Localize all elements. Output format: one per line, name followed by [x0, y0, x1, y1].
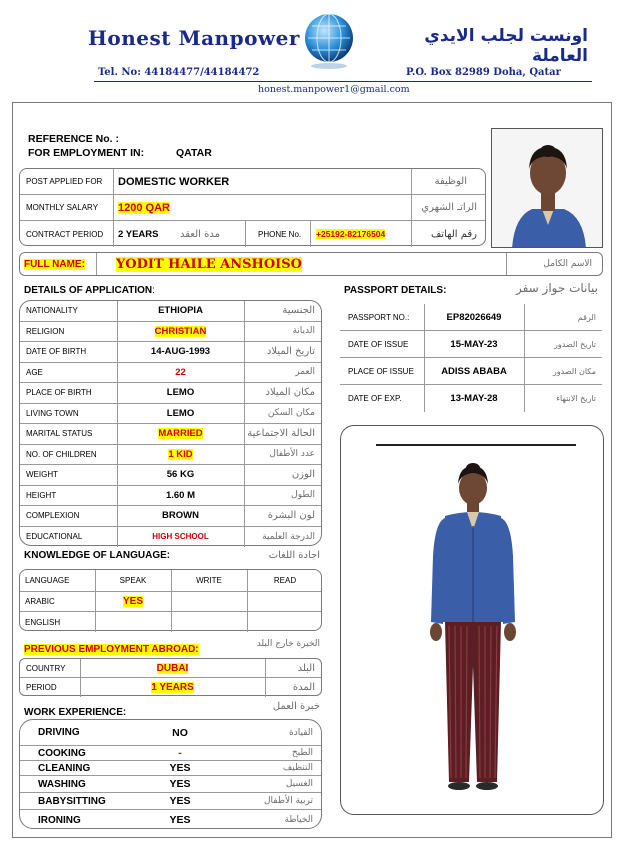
language-header-cell	[171, 570, 247, 591]
application-row-value: 22	[175, 366, 186, 378]
application-row-value-cell	[117, 404, 244, 424]
cell-divider	[244, 363, 245, 383]
cell-divider	[244, 465, 245, 485]
language-header-text: WRITE	[196, 576, 222, 585]
application-row-label: NATIONALITY	[26, 306, 78, 316]
application-row-ar: لون البشرة	[267, 510, 315, 522]
work-row-value: YES	[169, 795, 191, 807]
phone-label: PHONE No.	[258, 229, 302, 239]
cell-divider	[244, 322, 245, 342]
cell-divider	[244, 506, 245, 526]
applicant-portrait-photo	[491, 128, 603, 248]
work-row	[20, 720, 321, 746]
passport-title-ar: بيانات جواز سفر	[515, 281, 598, 295]
cell-divider	[244, 342, 245, 362]
cell-divider	[244, 486, 245, 506]
application-row	[20, 342, 321, 363]
application-row-ar: العمر	[295, 367, 315, 378]
language-cell	[20, 612, 95, 632]
application-row-label: MARITAL STATUS	[26, 429, 93, 439]
language-cell	[20, 592, 95, 611]
previous-employment-title-ar: الخبرة خارج البلد	[256, 639, 320, 649]
application-details-table	[19, 300, 322, 546]
contract-period-ar: مدة العقد	[180, 228, 220, 240]
application-row-ar: الحالة الاجتماعية	[247, 428, 315, 440]
details-title-colon: :	[152, 285, 155, 296]
cell-divider	[244, 383, 245, 403]
applicant-full-body-photo-frame	[340, 425, 604, 815]
work-row	[20, 776, 321, 793]
application-row-label: LIVING TOWN	[26, 408, 79, 418]
reference-label: REFERENCE No. :	[28, 133, 120, 145]
passport-row	[340, 358, 602, 385]
application-row-value-cell	[117, 383, 244, 403]
application-row-value-cell	[117, 363, 244, 383]
application-row	[20, 527, 321, 548]
post-applied-ar: الوظيفة	[434, 176, 467, 187]
work-row-value: YES	[169, 778, 191, 790]
application-row-value: ETHIOPIA	[158, 305, 203, 317]
application-row-value: LEMO	[166, 407, 195, 419]
language-title-ar: اجادة اللغات	[268, 550, 320, 561]
application-row	[20, 465, 321, 486]
work-row-label: CLEANING	[38, 762, 91, 774]
application-row	[20, 486, 321, 507]
passport-title: PASSPORT DETAILS:	[344, 285, 447, 296]
language-header-text: SPEAK	[119, 576, 147, 585]
application-row-ar: الدرجة العلمية	[262, 531, 315, 542]
company-name-en: Honest Manpower	[88, 26, 300, 50]
work-row-ar: الخياطة	[284, 815, 313, 825]
language-header-text: LANGUAGE	[25, 576, 70, 585]
application-row-ar: الطول	[291, 490, 315, 501]
work-row-label: WASHING	[38, 778, 86, 790]
company-phone: Tel. No: 44184477/44184472	[98, 67, 260, 78]
work-title: WORK EXPERIENCE:	[24, 707, 127, 718]
cell-divider	[244, 301, 245, 321]
applicant-full-body-photo	[341, 426, 604, 815]
post-applied-label: POST APPLIED FOR	[26, 177, 103, 186]
work-row	[20, 810, 321, 830]
work-row-value-cell	[130, 761, 230, 775]
language-header-cell	[95, 570, 171, 591]
passport-row-value-cell	[424, 385, 524, 412]
application-row-ar: مكان الميلاد	[265, 387, 315, 399]
application-row-value: MARRIED	[158, 428, 203, 440]
previous-employment-table	[19, 658, 322, 696]
company-name-ar: اونست لجلب الايدي العاملة	[424, 26, 588, 66]
work-row-ar: الطبخ	[291, 748, 313, 758]
language-cell	[95, 592, 171, 611]
passport-row-value: 13-MAY-28	[450, 393, 498, 404]
work-row-value-cell	[130, 720, 230, 745]
application-row	[20, 445, 321, 466]
language-row	[20, 612, 321, 632]
previous-employment-title: PREVIOUS EMPLOYMENT ABROAD:	[24, 644, 199, 655]
cell-divider	[244, 424, 245, 444]
passport-row-ar: الرقم	[577, 312, 596, 322]
contract-period-label: CONTRACT PERIOD	[26, 229, 104, 239]
work-row-ar: القيادة	[289, 727, 313, 738]
language-header-cell	[20, 570, 95, 591]
passport-row-value: 15-MAY-23	[450, 338, 498, 350]
letterhead	[0, 0, 623, 100]
work-row	[20, 793, 321, 810]
previous-country-label: COUNTRY	[26, 663, 66, 673]
passport-row-value-cell	[424, 331, 524, 357]
company-email[interactable]: honest.manpower1@gmail.com	[258, 84, 410, 95]
language-title: KNOWLEDGE OF LANGUAGE:	[24, 550, 171, 561]
application-row-value-cell	[117, 506, 244, 526]
application-row-value-cell	[117, 342, 244, 362]
application-row-label: EDUCATIONAL	[26, 532, 83, 542]
work-row-value-cell	[130, 793, 230, 809]
language-cell	[95, 612, 171, 632]
application-row-label: RELIGION	[26, 326, 65, 336]
passport-row	[340, 304, 602, 331]
work-row-value: YES	[169, 762, 191, 774]
passport-row-value-cell	[424, 358, 524, 384]
application-row-value: LEMO	[166, 387, 195, 399]
application-row-ar: الجنسية	[282, 305, 315, 317]
work-row	[20, 761, 321, 776]
previous-period-value: 1 YEARS	[151, 682, 194, 693]
application-row	[20, 301, 321, 322]
application-row-label: PLACE OF BIRTH	[26, 388, 92, 398]
work-row-label: COOKING	[38, 747, 86, 759]
work-row-value-cell	[130, 746, 230, 760]
post-applied-value: DOMESTIC WORKER	[118, 175, 230, 188]
passport-row-label: DATE OF ISSUE	[348, 339, 409, 349]
application-row-label: HEIGHT	[26, 490, 57, 500]
job-info-table	[19, 168, 486, 246]
work-row-ar: الغسيل	[285, 779, 313, 789]
employment-country: QATAR	[176, 147, 212, 159]
application-row-ar: مكان السكن	[267, 408, 315, 419]
work-row-label: DRIVING	[38, 727, 80, 738]
language-cell	[247, 612, 323, 632]
passport-row-label: DATE OF EXP.	[348, 394, 402, 403]
application-row-value: 56 KG	[166, 469, 195, 481]
work-row-ar: التنظيف	[282, 763, 313, 773]
contract-period-value: 2 YEARS	[118, 228, 159, 240]
application-row-ar: عدد الأطفال	[269, 449, 315, 460]
application-row-value: 1 KID	[168, 448, 193, 460]
cell-divider	[524, 304, 525, 330]
language-header-cell	[247, 570, 323, 591]
application-row-value: 1.60 M	[165, 489, 196, 501]
application-row-ar: الوزن	[291, 469, 315, 481]
application-row	[20, 424, 321, 445]
language-cell	[247, 592, 323, 611]
application-row	[20, 383, 321, 404]
application-row-value-cell	[117, 445, 244, 465]
full-name-value: YODIT HAILE ANSHOISO	[116, 256, 302, 272]
company-po-box: P.O. Box 82989 Doha, Qatar	[406, 67, 561, 78]
passport-row-ar: تاريخ الانتهاء	[556, 394, 596, 403]
language-header-row	[20, 570, 321, 592]
cell-divider	[244, 527, 245, 548]
cell-divider	[244, 445, 245, 465]
application-row-ar: تاريخ الميلاد	[266, 346, 315, 358]
passport-row-ar: مكان الصدور	[552, 366, 596, 376]
language-header-text: READ	[273, 576, 297, 585]
work-row-value: NO	[172, 726, 188, 739]
passport-row-value-cell	[424, 304, 524, 330]
application-row-label: DATE OF BIRTH	[26, 347, 87, 357]
previous-country-value: DUBAI	[156, 662, 189, 674]
work-experience-table	[19, 719, 322, 829]
application-row-value-cell	[117, 301, 244, 321]
previous-employment-title-wrap	[24, 639, 199, 657]
cell-divider	[524, 331, 525, 357]
application-row-value: CHRISTIAN	[154, 325, 207, 337]
language-cell	[171, 592, 247, 611]
passport-row-value: ADISS ABABA	[441, 365, 507, 377]
passport-row	[340, 331, 602, 358]
phone-value: +25192-82176504	[316, 229, 386, 239]
application-row-label: NO. OF CHILDREN	[26, 449, 97, 459]
globe-logo-icon	[298, 10, 360, 72]
language-cell-text: YES	[122, 596, 143, 607]
cell-divider	[244, 404, 245, 424]
application-row-label: COMPLEXION	[26, 511, 80, 521]
passport-row-label: PASSPORT NO.:	[348, 312, 410, 322]
previous-period-label: PERIOD	[26, 683, 57, 692]
work-row-label: IRONING	[38, 814, 81, 826]
language-cell	[171, 612, 247, 632]
application-row-value-cell	[117, 527, 244, 548]
previous-period-ar: المدة	[292, 682, 315, 693]
application-row-value: 14-AUG-1993	[150, 346, 211, 358]
work-row-value: YES	[169, 814, 191, 826]
full-name-label: FULL NAME:	[24, 258, 85, 270]
cell-divider	[524, 358, 525, 384]
full-name-ar: الاسم الكامل	[543, 259, 592, 269]
passport-details-table	[340, 304, 602, 412]
passport-row-label: PLACE OF ISSUE	[348, 366, 414, 376]
employment-label: FOR EMPLOYMENT IN:	[28, 147, 145, 159]
application-row-value-cell	[117, 465, 244, 485]
work-row	[20, 746, 321, 761]
work-row-value-cell	[130, 810, 230, 830]
monthly-salary-label: MONTHLY SALARY	[26, 203, 99, 212]
application-row	[20, 506, 321, 527]
monthly-salary-ar: الراتـ الشهري	[421, 202, 477, 213]
language-row	[20, 592, 321, 612]
details-title	[24, 285, 155, 296]
full-name-row	[19, 252, 603, 276]
passport-row-value: EP82026649	[446, 311, 502, 323]
work-title-ar: خبرة العمل	[272, 701, 320, 712]
language-cell-text: ARABIC	[25, 597, 55, 606]
monthly-salary-value: 1200 QAR	[118, 201, 170, 214]
language-cell-text: ENGLISH	[25, 617, 61, 627]
passport-row	[340, 385, 602, 412]
application-row-value-cell	[117, 424, 244, 444]
details-title-text: DETAILS OF APPLICATION	[24, 285, 153, 296]
application-row	[20, 404, 321, 425]
application-row-value-cell	[117, 322, 244, 342]
passport-row-ar: تاريخ الصدور	[554, 339, 596, 349]
application-row-value: HIGH SCHOOL	[152, 532, 209, 542]
work-row-ar: تربية الأطفال	[263, 796, 313, 806]
application-row-label: WEIGHT	[26, 470, 58, 480]
cell-divider	[524, 385, 525, 412]
work-row-value: -	[178, 747, 182, 759]
work-row-label: BABYSITTING	[38, 795, 106, 807]
application-row-value-cell	[117, 486, 244, 506]
application-row-label: AGE	[26, 367, 43, 377]
previous-country-ar: البلد	[297, 662, 315, 674]
application-row	[20, 322, 321, 343]
application-row-value: BROWN	[162, 510, 199, 522]
language-table	[19, 569, 322, 631]
application-row	[20, 363, 321, 384]
work-row-value-cell	[130, 776, 230, 792]
phone-ar: رقم الهاتف	[430, 228, 477, 240]
header-divider	[94, 81, 592, 82]
application-row-ar: الديانة	[292, 326, 315, 337]
